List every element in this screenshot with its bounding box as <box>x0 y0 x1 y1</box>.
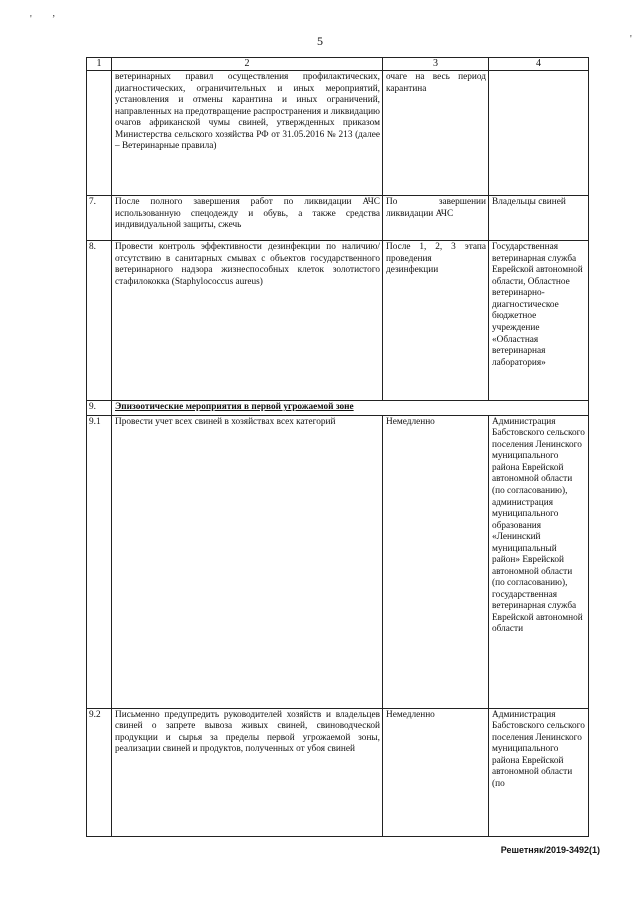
table-row <box>87 71 589 196</box>
responsible-text: Администрация Бабстовского сельского поселения Ленинского муниципального района Еврейской автономной области (по <box>489 708 589 836</box>
column-header: 4 <box>489 58 589 71</box>
deadline-text: Немедленно <box>383 415 489 708</box>
responsible-text: Государственная ветеринарная служба Еврейской автономной области, Областное ветеринарно-диагностическое бюджетное учреждение «Областная ветеринарная лаборатория» <box>489 241 589 401</box>
measure-text: После полного завершения работ по ликвидации АЧС использованную спецодежду и обувь, а также средства индивидуальной защиты, сжечь <box>112 196 383 241</box>
responsible-text: Владельцы свиней <box>489 196 589 241</box>
deadline-text: После 1, 2, 3 этапа проведения дезинфекции <box>383 241 489 401</box>
scan-mark: ' <box>630 34 632 45</box>
column-header: 1 <box>87 58 112 71</box>
page-number: 5 <box>317 34 323 48</box>
scan-mark: ' <box>30 14 32 25</box>
deadline-text: Немедленно <box>383 708 489 836</box>
table-row <box>87 708 589 836</box>
measure-text: ветеринарных правил осуществления профилактических, диагностических, ограничительных и иных мероприятий, установления и отмены карантина и иных ограничений, направленных на предотвращение распространения и ликвидацию очагов африканской чумы свиней, утвержденных приказом Министерства сельского хозяйства РФ от 31.05.2016 № 213 (далее – Ветеринарные правила) <box>112 71 383 196</box>
table-row <box>87 241 589 401</box>
row-number <box>87 71 112 196</box>
scan-mark: ’ <box>52 14 56 25</box>
document-reference: Решетняк/2019-3492(1) <box>500 845 600 855</box>
responsible-text: Администрация Бабстовского сельского поселения Ленинского муниципального района Еврейской автономной области (по согласованию), администрация муниципального образования «Ленинский муниципальный район» Еврейской автономной области (по согласованию), государственная ветеринарная служба Еврейской автономной области <box>489 415 589 708</box>
table-header-row <box>87 58 589 71</box>
measure-text: Провести контроль эффективности дезинфекции по наличию/отсутствию в санитарных смывах с объектов государственного ветеринарного надзора жизнеспособных клеток золотистого стафилококка (Staphylococcus aureus) <box>112 241 383 401</box>
table-row <box>87 196 589 241</box>
deadline-text: очаге на весь период карантина <box>383 71 489 196</box>
section-title: Эпизоотические мероприятия в первой угрожаемой зоне <box>115 402 354 413</box>
row-number: 9.1 <box>87 415 112 708</box>
section-cell <box>112 401 589 416</box>
column-header: 3 <box>383 58 489 71</box>
measure-text: Провести учет всех свиней в хозяйствах всех категорий <box>112 415 383 708</box>
column-header: 2 <box>112 58 383 71</box>
measure-text: Письменно предупредить руководителей хозяйств и владельцев свиней о запрете вывоза живых свиней, свиноводческой продукции и сырья за пределы первой угрожаемой зоны, реализации свиней и продуктов, полученных от убоя свиней <box>112 708 383 836</box>
deadline-text: По завершении ликвидации АЧС <box>383 196 489 241</box>
row-number: 9. <box>87 401 112 416</box>
responsible-text <box>489 71 589 196</box>
table-row <box>87 415 589 708</box>
row-number: 7. <box>87 196 112 241</box>
row-number: 8. <box>87 241 112 401</box>
row-number: 9.2 <box>87 708 112 836</box>
measures-table <box>86 57 589 837</box>
section-row <box>87 401 589 416</box>
